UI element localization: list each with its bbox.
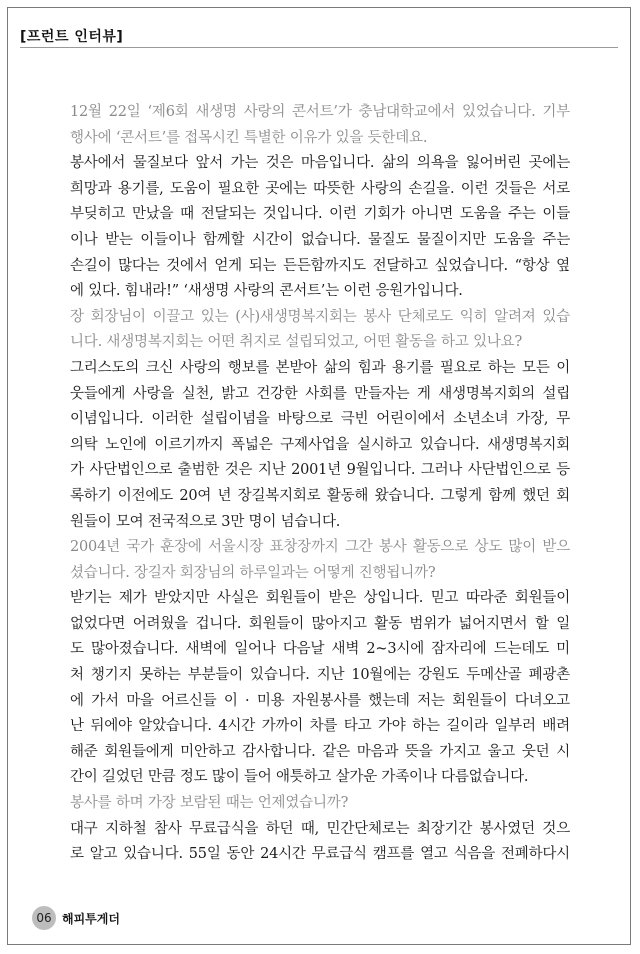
text-line: 원들이 모여 전국적으로 3만 명이 넘습니다. [70, 513, 341, 530]
text-line: 봉사를 하며 가장 보람된 때는 언제였습니까? [70, 795, 349, 812]
text-line: 희망과 용기를, 도움이 필요한 곳에는 따뜻한 사랑의 손길을. 이런 것들은 서로 [70, 180, 570, 197]
text-line: 셨습니다. 장길자 회장님의 하루일과는 어떻게 진행됩니까? [70, 564, 436, 581]
text-line: 에 가서 마을 어르신들 이 · 미용 자원봉사를 했는데 저는 회원들이 다녀오고 [70, 692, 570, 709]
text-line: 그리스도의 크신 사랑의 행보를 본받아 삶의 힘과 용기를 필요로 하는 모든 이 [70, 359, 570, 376]
magazine-name: 해피투게더 [62, 911, 120, 926]
interview-question [70, 100, 570, 151]
interview-answer [70, 586, 570, 791]
text-line: 에 있다. 힘내라!” ‘새생명 사랑의 콘서트’는 이런 응원가입니다. [70, 283, 463, 300]
section-label: [프런트 인터뷰] [20, 29, 124, 45]
text-line: 해준 회원들에게 미안하고 감사합니다. 같은 마음과 뜻을 가지고 울고 웃던 시 [70, 743, 570, 760]
text-line: 부딪히고 만났을 때 전달되는 것입니다. 이런 기회가 아니면 도움을 주는 이들 [70, 206, 570, 223]
interview-question [70, 791, 570, 817]
text-line: 이념입니다. 이러한 설립이념을 바탕으로 극빈 어린이에서 소년소녀 가장, 무 [70, 411, 570, 428]
text-line: 봉사에서 물질보다 앞서 가는 것은 마음입니다. 삶의 의욕을 잃어버린 곳에는 [70, 155, 570, 172]
interview-question [70, 305, 570, 356]
interview-answer [70, 817, 570, 868]
text-line: 없었다면 어려웠을 겁니다. 회원들이 많아지고 활동 범위가 넓어지면서 할 일 [70, 615, 570, 632]
page-number: 06 [32, 906, 56, 930]
text-line: 의탁 노인에 이르기까지 폭넓은 구제사업을 실시하고 있습니다. 새생명복지회 [70, 436, 570, 453]
text-line: 12월 22일 ‘제6회 새생명 사랑의 콘서트’가 충남대학교에서 있었습니다. 기부 [70, 104, 570, 120]
article-body [70, 100, 570, 868]
text-line: 니다. 새생명복지회는 어떤 취지로 설립되었고, 어떤 활동을 하고 있나요? [70, 334, 523, 351]
header-divider [20, 47, 618, 48]
interview-question [70, 535, 570, 586]
text-line: 장 회장님이 이끌고 있는 (사)새생명복지회는 봉사 단체로도 익히 알려져 있습 [70, 308, 570, 325]
text-line: 손길이 많다는 것에서 얻게 되는 든든함까지도 전달하고 싶었습니다. “항상 옆 [70, 257, 570, 274]
text-line: 2004년 국가 훈장에 서울시장 표창장까지 그간 봉사 활동으로 상도 많이 받으 [70, 539, 570, 556]
text-line: 웃들에게 사랑을 실천, 밝고 건강한 사회를 만들자는 게 새생명복지회의 설립 [70, 385, 570, 402]
interview-answer [70, 356, 570, 535]
text-line: 간이 길었던 만큼 정도 많이 들어 애틋하고 살가운 가족이나 다름없습니다. [70, 769, 529, 786]
text-line: 도 많아졌습니다. 새벽에 일어나 다음날 새벽 2~3시에 잠자리에 드는데도 미 [70, 641, 570, 658]
text-line: 난 뒤에야 알았습니다. 4시간 가까이 차를 타고 가야 하는 길이라 일부러 배려 [70, 718, 570, 735]
text-line: 받기는 제가 받았지만 사실은 회원들이 받은 상입니다. 믿고 따라준 회원들이 [70, 590, 570, 607]
text-line: 록하기 이전에도 20여 년 장길복지회로 활동해 왔습니다. 그렇게 함께 했던 회 [70, 487, 570, 504]
text-line: 이나 받는 이들이나 함께할 시간이 없습니다. 물질도 물질이지만 도움을 주는 [70, 231, 570, 248]
page-footer [32, 906, 120, 930]
text-line: 행사에 ‘콘서트’를 접목시킨 특별한 이유가 있을 듯한데요. [70, 129, 428, 146]
text-line: 처 챙기지 못하는 부분들이 있습니다. 지난 10월에는 강원도 두메산골 폐광촌 [70, 667, 570, 684]
text-line: 대구 지하철 참사 무료급식을 하던 때, 민간단체로는 최장기간 봉사였던 것으 [70, 820, 570, 837]
interview-answer [70, 151, 570, 305]
text-line: 가 사단법인으로 출범한 것은 지난 2001년 9월입니다. 그러나 사단법인으로 등 [70, 462, 570, 479]
text-line: 로 알고 있습니다. 55일 동안 24시간 무료급식 캠프를 열고 식음을 전폐하다시 [70, 846, 570, 863]
